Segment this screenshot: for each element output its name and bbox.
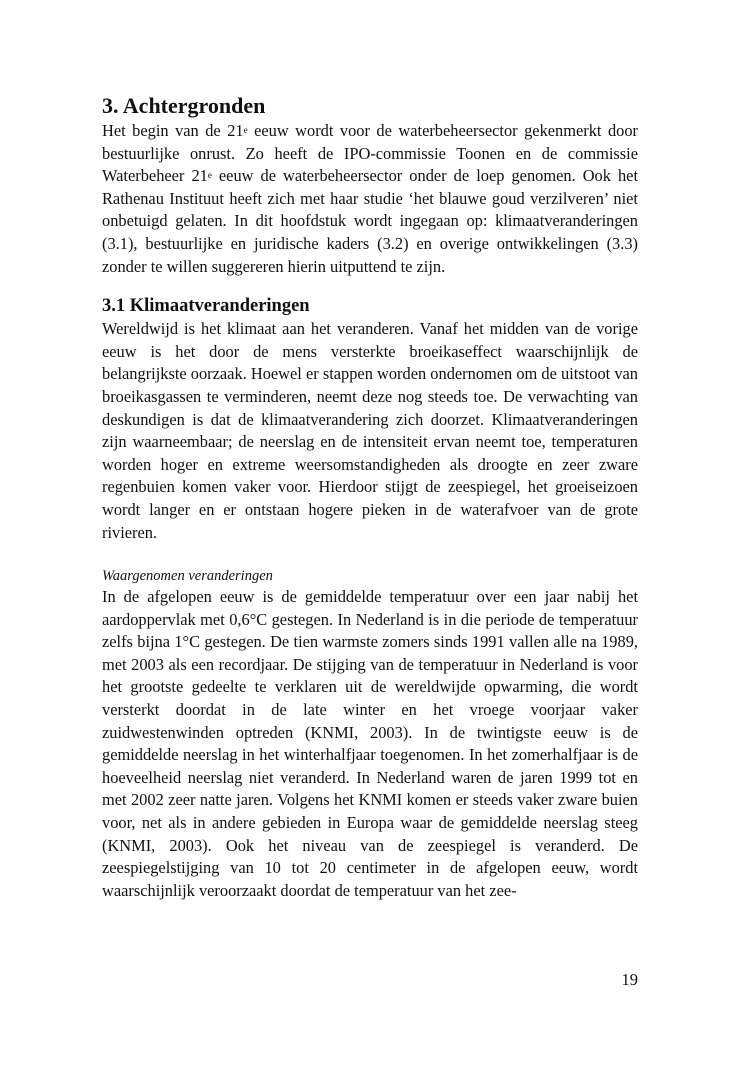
section-title: 3.1 Klimaatveranderingen bbox=[102, 296, 310, 317]
superscript-e-2: e bbox=[207, 170, 212, 181]
section-paragraph: Wereldwijd is het klimaat aan het veranderen. Vanaf het midden van de vorige eeuw is het door de mens versterkte broeikaseffect waarschijnlijk de belangrijkste oorzaak. Hoewel er stappen worden ondernomen om de uitstoot van broeikasgassen te verminderen, neemt deze nog steeds toe. De verwachting van deskundigen is dat de klimaatverandering zich doorzet. Klimaatveranderingen zijn waarneembaar; de neerslag en de intensiteit ervan neemt toe, temperaturen worden hoger en extreme weersomstandigheden als droogte en zeer zware regenbuien komen vaker voor. Hierdoor stijgt de zeespiegel, het groeiseizoen wordt langer en er ontstaan hogere pieken in de waterafvoer van de grote rivieren. bbox=[102, 319, 638, 542]
chapter-intro-paragraph bbox=[102, 120, 638, 278]
spacer bbox=[102, 278, 638, 294]
subsection-title: Waargenomen veranderingen bbox=[102, 568, 273, 585]
intro-text-part-3: eeuw de waterbeheersector onder de loep genomen. Ook het Rathenau Instituut heeft zich met haar studie ‘het blauwe goud verzilveren’ niet onbetuigd gelaten. In dit hoofdstuk wordt ingegaan op: klimaatveranderingen (3.1), bestuurlijke en juridische kaders (3.2) en overige ontwikkelingen (3.3) zonder te willen suggereren hierin uitputtend te zijn. bbox=[102, 166, 638, 276]
subsection-paragraph: In de afgelopen eeuw is de gemiddelde temperatuur over een jaar nabij het aardoppervlak met 0,6°C gestegen. In Nederland is in die periode de temperatuur zelfs bijna 1°C gestegen. De tien warmste zomers sinds 1991 vallen alle na 1989, met 2003 als een recordjaar. De stijging van de temperatuur in Nederland is voor het grootste gedeelte te verklaren uit de wereldwijde opwarming, die wordt versterkt doordat in de late winter en het vroege voorjaar vaker zuidwestenwinden optreden (KNMI, 2003). In de twintigste eeuw is de gemiddelde neerslag in het winterhalfjaar toegenomen. In het zomerhalfjaar is de hoeveelheid neerslag niet veranderd. In Nederland waren de jaren 1999 tot en met 2002 zeer natte jaren. Volgens het KNMI komen er steeds vaker zware buien voor, net als in andere gebieden in Europa waar de gemiddelde neerslag steeg (KNMI, 2003). Ook het niveau van de zeespiegel is veranderd. De zeespiegelstijging van 10 tot 20 centimeter in de afgelopen eeuw, wordt waarschijnlijk veroorzaakt doordat de temperatuur van het zee- bbox=[102, 587, 638, 900]
page-number: 19 bbox=[621, 970, 638, 989]
intro-text-part-1: Het begin van de 21 bbox=[102, 121, 244, 140]
spacer bbox=[102, 544, 638, 566]
superscript-e-1: e bbox=[243, 125, 248, 135]
intro-text-part-2: eeuw wordt voor de waterbeheersector gekenmerkt door bestuurlijke onrust. Zo heeft de IPO-commissie Toonen en de commissie Waterbeheer 21 bbox=[102, 121, 639, 186]
page-content bbox=[102, 92, 638, 902]
chapter-title: 3. Achtergronden bbox=[102, 93, 266, 118]
